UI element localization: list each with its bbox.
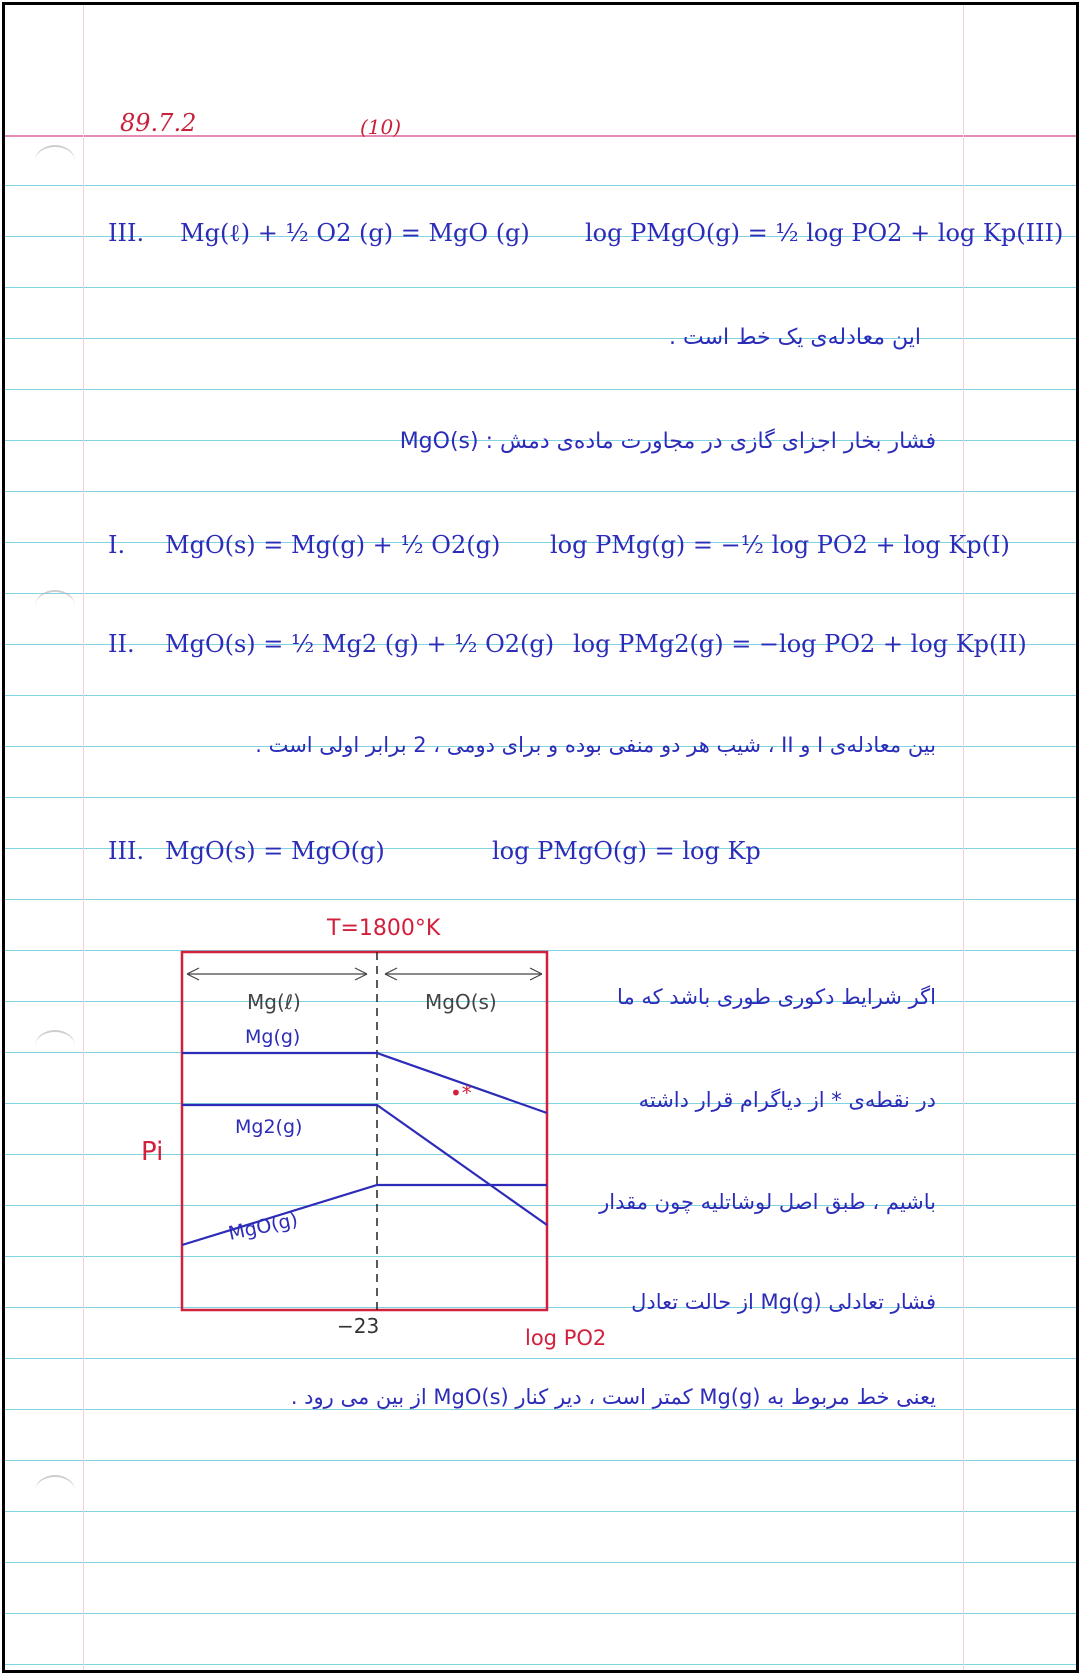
ruled-line: [5, 287, 1076, 288]
notebook-page: [2, 2, 1079, 1673]
chart-title: T=1800°K: [327, 916, 441, 941]
eq-label: II.: [108, 630, 135, 658]
binder-hole: [35, 590, 75, 622]
date: 89.7.2: [120, 109, 197, 137]
point-marker: •*: [450, 1081, 472, 1105]
series-label: Mg(g): [245, 1026, 301, 1048]
ruled-line: [5, 389, 1076, 390]
final-line: یعنی خط مربوط به Mg(g) کمتر است ، دیر کنار MgO(s) از بین می رود .: [290, 1385, 936, 1409]
region-label: Mg(ℓ): [247, 990, 301, 1014]
equation: Mg(ℓ) + ½ O2 (g) = MgO (g): [180, 219, 530, 247]
ruled-line: [5, 593, 1076, 594]
binder-hole: [35, 145, 75, 177]
log-equation: log PMgO(g) = log Kp: [492, 837, 761, 865]
ruled-line: [5, 1562, 1076, 1563]
ruled-line: [5, 1613, 1076, 1614]
eq-label: III.: [108, 837, 145, 865]
series-label: MgO(g): [226, 1208, 300, 1245]
equation: MgO(s) = MgO(g): [165, 837, 385, 865]
binder-hole: [35, 1030, 75, 1062]
x-axis-label: log PO2: [525, 1326, 607, 1350]
equation: MgO(s) = Mg(g) + ½ O2(g): [165, 531, 501, 559]
region-label: MgO(s): [425, 990, 497, 1014]
side-text-line: اگر شرایط دکوری طوری باشد که ما: [617, 985, 936, 1009]
side-text-line: باشیم ، طبق اصل لوشاتلیه چون مقدار: [599, 1190, 936, 1214]
log-equation: log PMg2(g) = −log PO2 + log Kp(II): [573, 630, 1027, 658]
ruled-line: [5, 797, 1076, 798]
ruled-line: [5, 185, 1076, 186]
eq-label: III.: [108, 219, 145, 247]
log-equation: log PMgO(g) = ½ log PO2 + log Kp(III): [585, 219, 1064, 247]
slope-note: بین معادله‌ی I و II ، شیب هر دو منفی بوده و برای دومی ، 2 برابر اولی است .: [255, 733, 936, 757]
phase-diagram: [125, 905, 645, 1355]
equation: MgO(s) = ½ Mg2 (g) + ½ O2(g): [165, 630, 555, 658]
log-equation: log PMg(g) = −½ log PO2 + log Kp(I): [550, 531, 1010, 559]
margin-line: [83, 5, 84, 1670]
ruled-line: [5, 1358, 1076, 1359]
binder-hole: [35, 1475, 75, 1507]
margin-line: [963, 5, 964, 1670]
ruled-line: [5, 491, 1076, 492]
eq-label: I.: [108, 531, 126, 559]
series-label: Mg2(g): [235, 1116, 303, 1138]
boundary-tick-label: −23: [337, 1314, 380, 1338]
y-axis-label: Pi: [141, 1137, 164, 1167]
side-text-line: در نقطه‌ی * از دیاگرام قرار داشته: [638, 1088, 936, 1112]
ruled-line: [5, 695, 1076, 696]
ruled-line: [5, 1511, 1076, 1512]
ruled-line: [5, 1409, 1076, 1410]
note-line: این معادله‌ی یک خط است .: [668, 325, 921, 350]
pressure-intro: فشار بخار اجزای گازی در مجاورت ماده‌ی دمش : MgO(s): [399, 429, 936, 454]
ruled-line: [5, 899, 1076, 900]
side-text-line: فشار تعادلی Mg(g) از حالت تعادل: [631, 1290, 936, 1314]
ruled-line: [5, 1460, 1076, 1461]
page-number: (10): [360, 115, 402, 139]
ruled-line: [5, 1664, 1076, 1665]
